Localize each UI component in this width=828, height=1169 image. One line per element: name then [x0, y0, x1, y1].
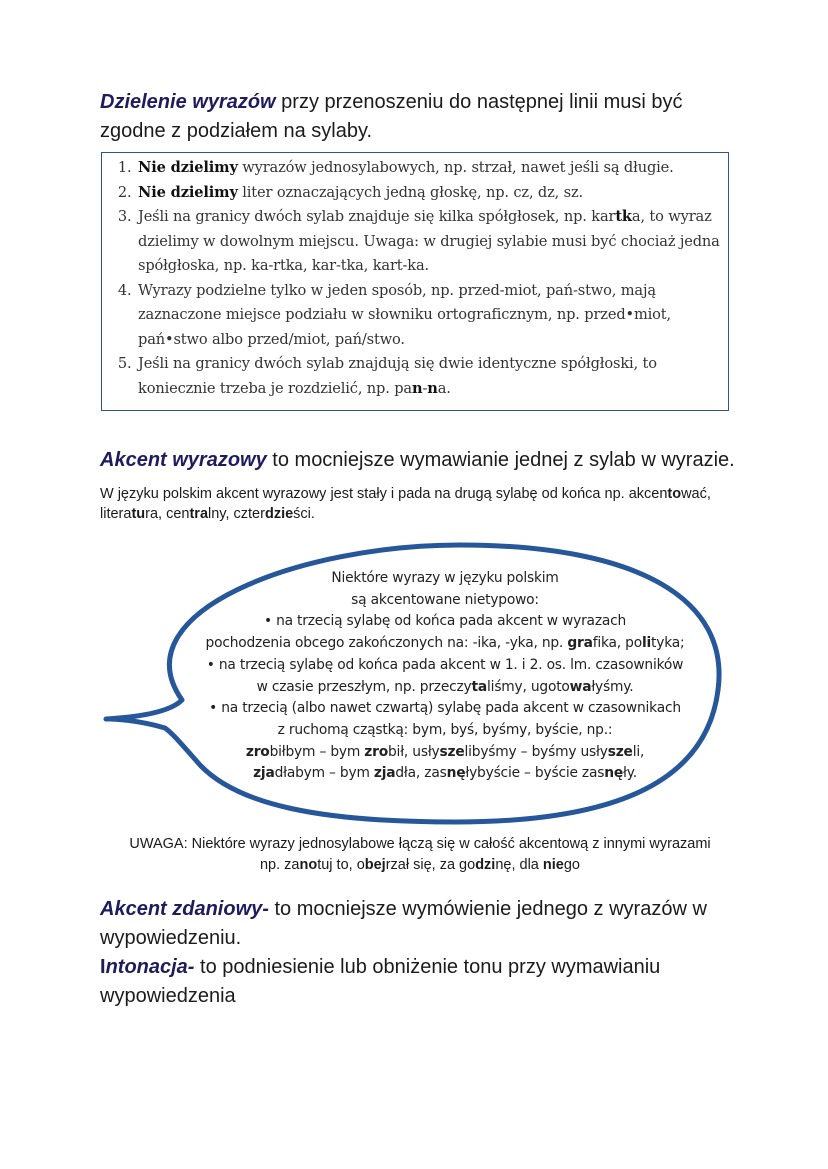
rule-item: 4. Wyrazy podzielne tylko w jeden sposób, np. przed-miot, pań-stwo, mają zaznaczone miejsce podziału w słowniku ortograficznym, np. przed•miot, pań•stwo albo przed/miot, pań/stwo. — [136, 279, 728, 353]
bubble-text: Niektóre wyrazy w języku polskim są akcentowane nietypowo: • na trzecią sylabę od końca pada akcent w wyrazach pochodzenia obcego zakończonych na: -ika, -yka, np. grafika, polityka; • na trzecią sylabę od końca pada akcent w 1. i 2. os. lm. czasowników w czasie przeszłym, np. przeczytaliśmy, ugotowałyśmy. • na trzecią (albo nawet czwartą) sylabę pada akcent w czasownikach z ruchomą cząstką: bym, byś, byśmy, byście, np.: zrobiłbym – bym zrobił, usłyszelibyśmy – byśmy usłyszeli, zjadłabym – bym zjadła, zasnęłybyście – byście zasnęły. — [205, 570, 685, 782]
rule-item: 5. Jeśli na granicy dwóch sylab znajdują się dwie identyczne spółgłoski, to koniecznie trzeba je rozdzielić, np. pan-na. — [136, 352, 728, 401]
accent-paragraph: Akcent wyrazowy to mocniejsze wymawianie jednej z sylab w wyrazie. — [100, 449, 735, 471]
rule-item: 2. Nie dzielimy liter oznaczających jedną głoskę, np. cz, dz, sz. — [136, 181, 728, 206]
division-term: Dzielenie wyrazów — [100, 91, 276, 113]
rule-item: 3. Jeśli na granicy dwóch sylab znajduje się kilka spółgłosek, np. kartka, to wyraz dzielimy w dowolnym miejscu. Uwaga: w drugiej sylabie musi być chociaż jedna spółgłoska, np. ka-rtka, kar-tka, kart-ka. — [136, 205, 728, 279]
accent-term: Akcent wyrazowy — [100, 449, 267, 471]
division-paragraph: Dzielenie wyrazów przy przenoszeniu do następnej linii musi być zgodne z podziałem na sylaby. — [100, 91, 683, 142]
sentence-accent-term: Akcent zdaniowy- — [100, 898, 269, 920]
intonation-term: ntonacja- — [105, 956, 195, 978]
accent-description: W języku polskim akcent wyrazowy jest stały i pada na drugą sylabę od końca np. akcentować, literatura, centralny, czterdzieści. — [100, 486, 711, 522]
sentence-accent-paragraph: Akcent zdaniowy- to mocniejsze wymówienie jednego z wyrazów w wypowiedzeniu. Intonacja- to podniesienie lub obniżenie tonu przy wymawianiu wypowiedzenia — [100, 898, 707, 1007]
note-uwaga: UWAGA: Niektóre wyrazy jednosylabowe łączą się w całość akcentową z innymi wyrazami np. zanotuj to, obejrzał się, za godzinę, dla niego — [129, 836, 711, 873]
rule-item: 1. Nie dzielimy wyrazów jednosylabowych, np. strzał, nawet jeśli są długie. — [136, 156, 728, 181]
